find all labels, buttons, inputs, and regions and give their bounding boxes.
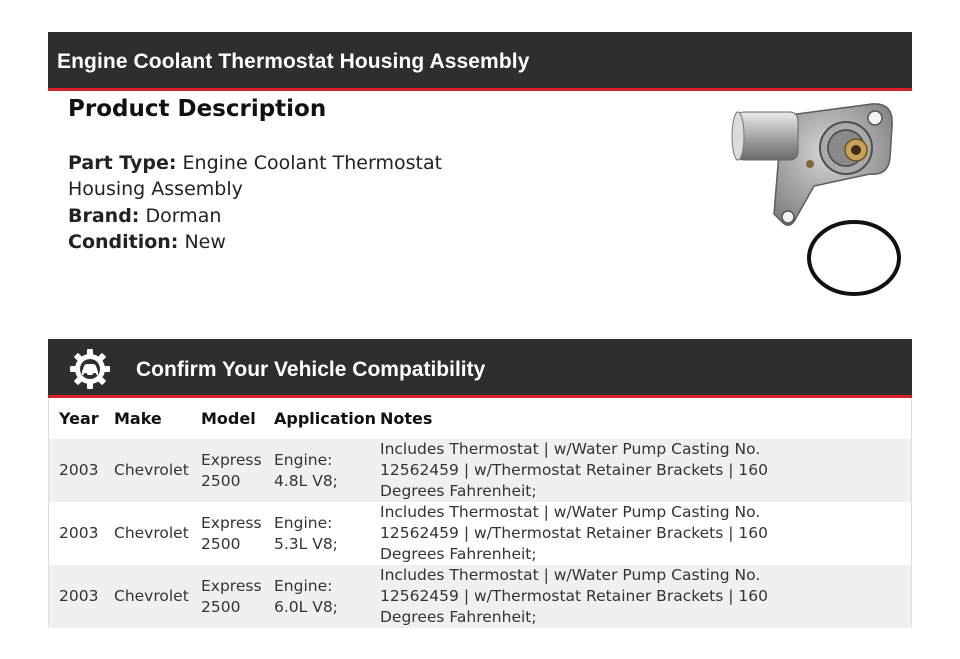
cell-model: Express 2500 <box>191 439 264 502</box>
cell-notes: Includes Thermostat | w/Water Pump Casting No. 12562459 | w/Thermostat Retainer Brackets | 160 Degrees Fahrenheit; <box>370 565 911 628</box>
cell-year: 2003 <box>49 502 104 565</box>
compatibility-banner <box>48 339 912 398</box>
part-type-line <box>68 150 448 203</box>
cell-application: Engine: 6.0L V8; <box>264 565 370 628</box>
cell-make: Chevrolet <box>104 439 191 502</box>
table-row <box>49 439 911 502</box>
cell-make: Chevrolet <box>104 502 191 565</box>
column-header-year: Year <box>59 409 99 428</box>
cell-model: Express 2500 <box>191 565 264 628</box>
compatibility-table <box>49 398 911 628</box>
cell-application: Engine: 5.3L V8; <box>264 502 370 565</box>
product-image <box>722 96 912 304</box>
table-row <box>49 502 911 565</box>
description-details <box>68 150 448 255</box>
compatibility-title: Confirm Your Vehicle Compatibility <box>136 358 486 381</box>
cell-year: 2003 <box>49 439 104 502</box>
condition-line <box>68 229 448 255</box>
cell-notes: Includes Thermostat | w/Water Pump Casting No. 12562459 | w/Thermostat Retainer Brackets | 160 Degrees Fahrenheit; <box>370 439 911 502</box>
product-title: Engine Coolant Thermostat Housing Assembly <box>57 50 530 73</box>
column-header-model: Model <box>201 409 256 428</box>
cell-make: Chevrolet <box>104 565 191 628</box>
description-heading: Product Description <box>68 96 327 122</box>
column-header-application: Application <box>274 409 377 428</box>
gear-car-icon <box>68 347 112 391</box>
compatibility-table-container <box>48 398 912 627</box>
brand-line <box>68 203 448 229</box>
condition-value: New <box>184 230 226 253</box>
product-title-banner <box>48 32 912 91</box>
table-header-row <box>49 398 911 439</box>
cell-year: 2003 <box>49 565 104 628</box>
condition-label: Condition: <box>68 230 179 253</box>
part-type-label: Part Type: <box>68 152 177 174</box>
brand-label: Brand: <box>68 204 140 227</box>
part-type-value: Engine Coolant Thermostat Housing Assembly <box>68 152 443 201</box>
cell-application: Engine: 4.8L V8; <box>264 439 370 502</box>
table-row <box>49 565 911 628</box>
column-header-notes: Notes <box>380 409 433 428</box>
brand-value: Dorman <box>145 204 222 227</box>
cell-model: Express 2500 <box>191 502 264 565</box>
column-header-make: Make <box>114 409 162 428</box>
cell-notes: Includes Thermostat | w/Water Pump Casting No. 12562459 | w/Thermostat Retainer Brackets | 160 Degrees Fahrenheit; <box>370 502 911 565</box>
